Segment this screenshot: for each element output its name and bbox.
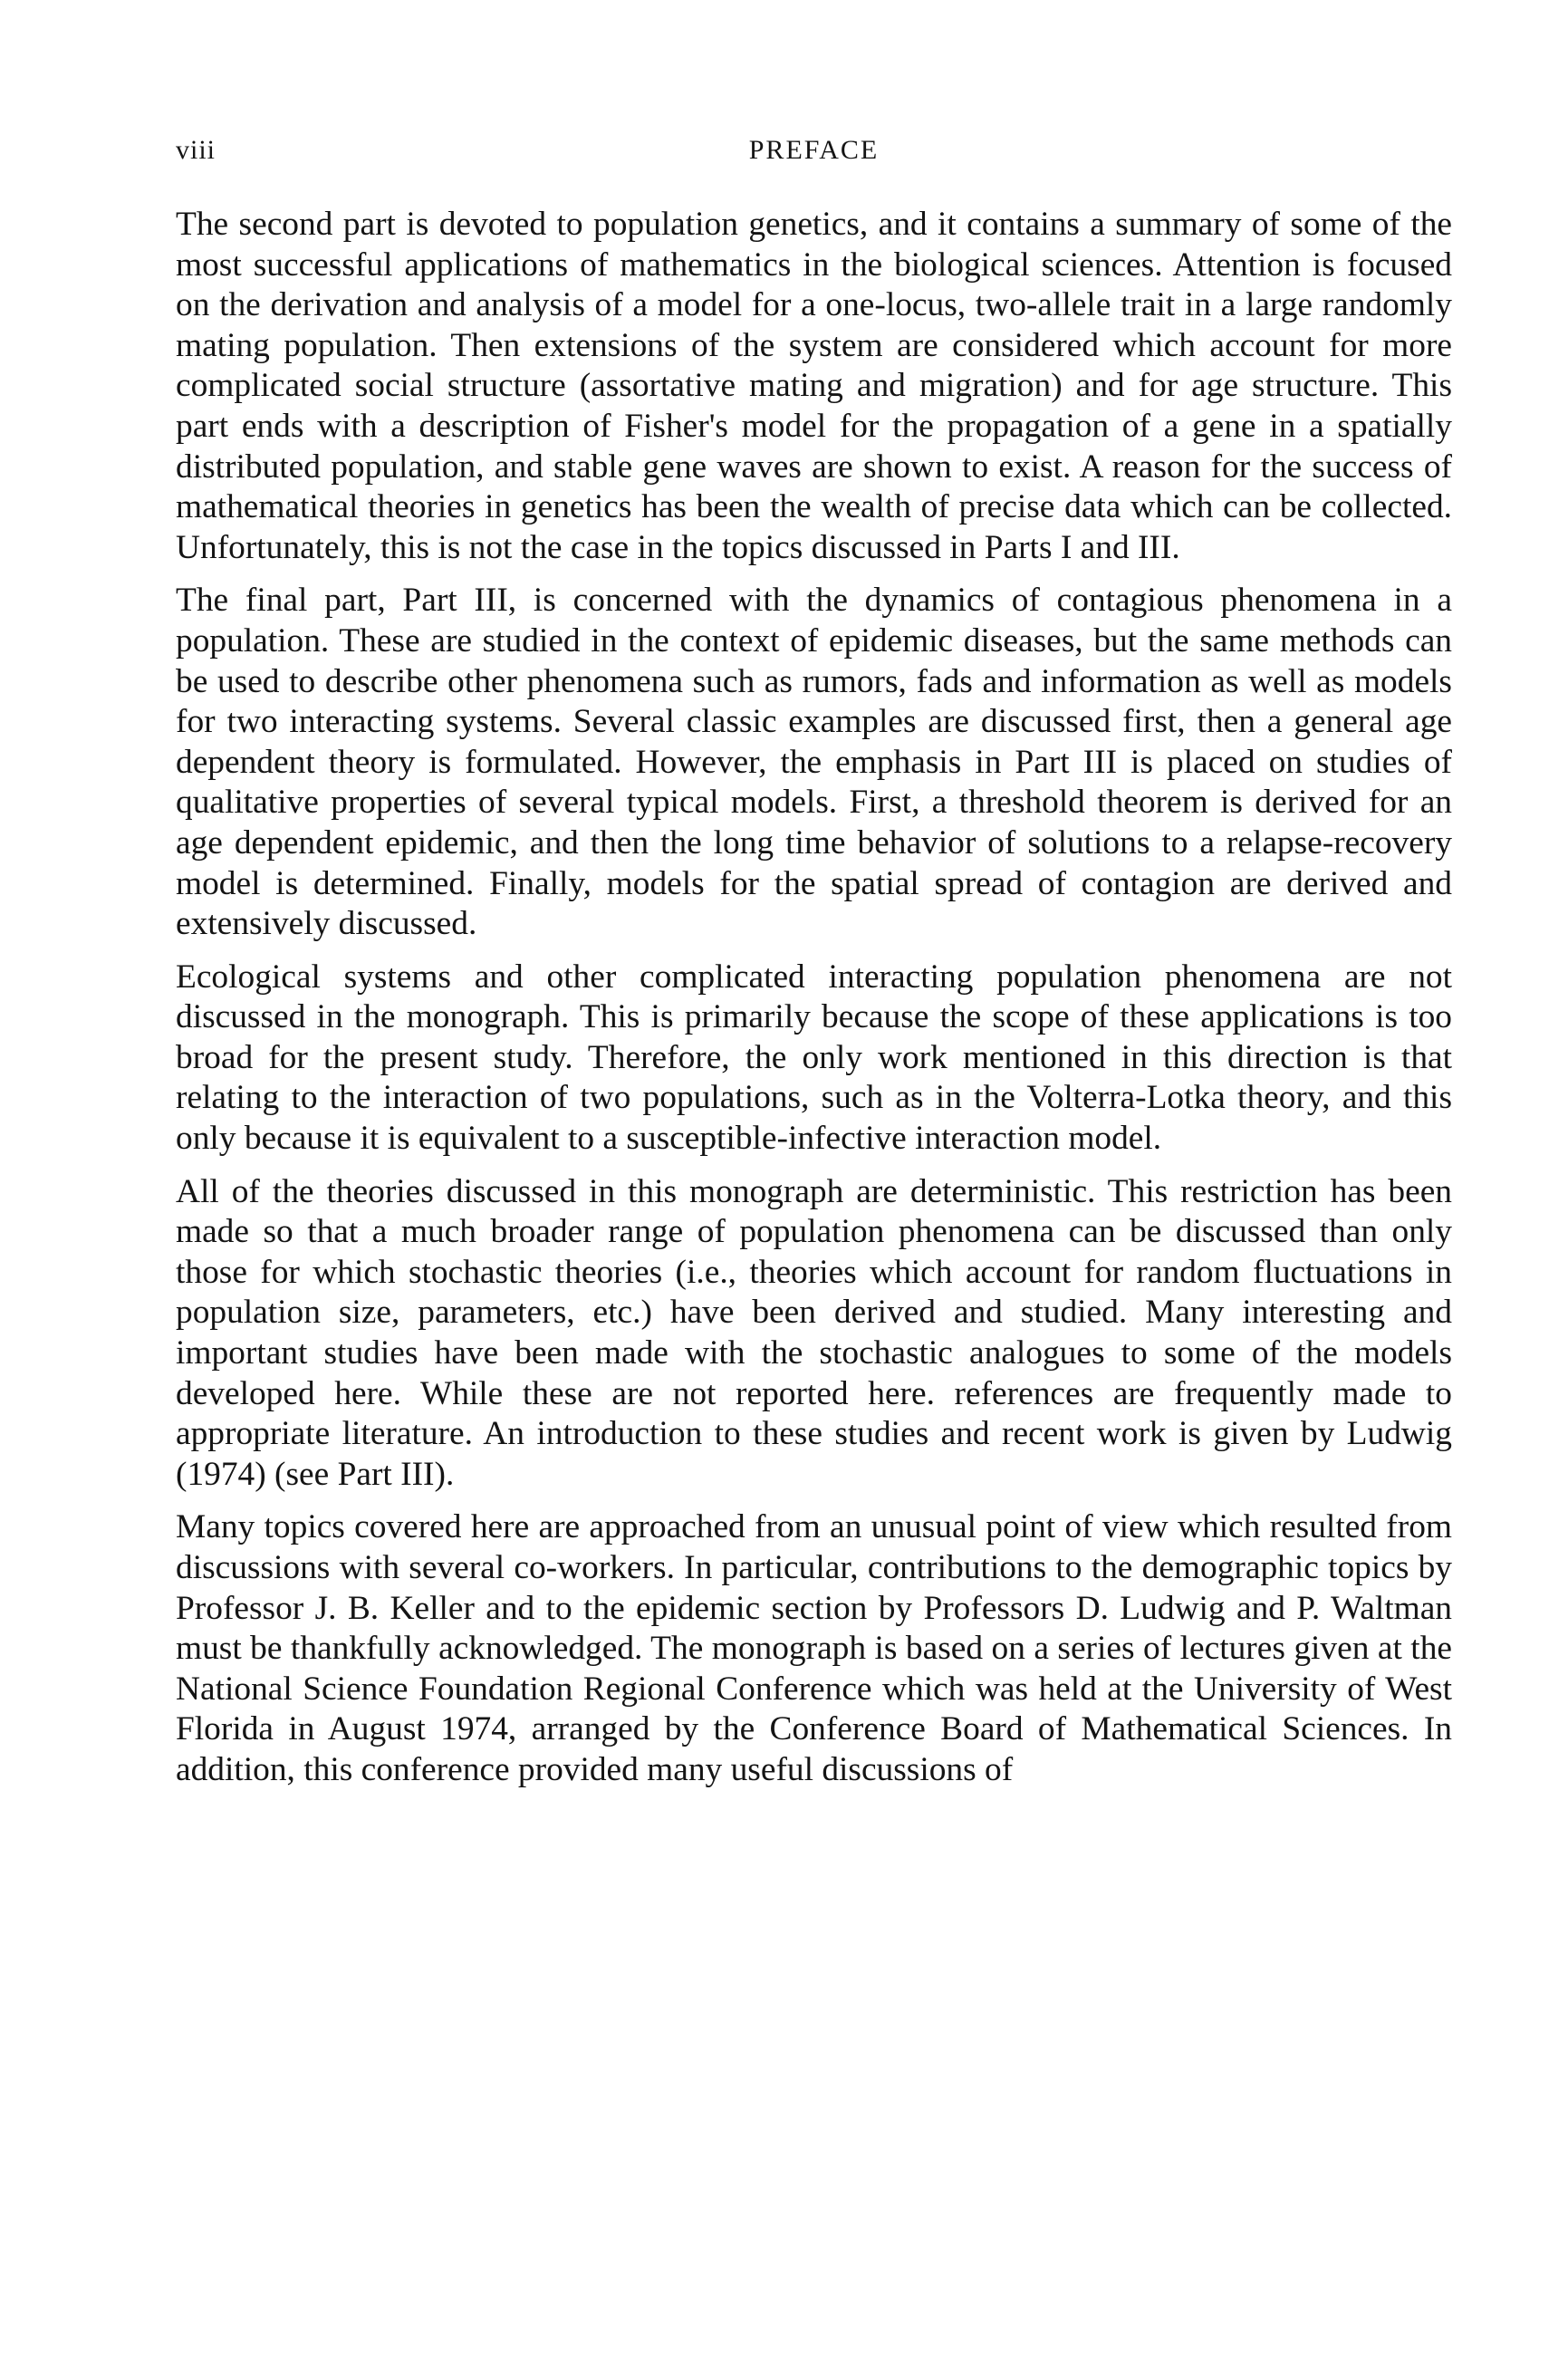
page-number: viii [176, 135, 216, 165]
paragraph-contagious-phenomena: The final part, Part III, is concerned with the dynamics of contagious phenomena in a population. These are studied in the context of epidemic diseases, but the same methods can be used to describe other phenomena such as rumors, fads and information as well as models for two interacting systems. Several classic examples are discussed first, then a general age dependent theory is formulated. However, the emphasis in Part III is placed on studies of qualitative properties of several typical models. First, a threshold theorem is derived for an age dependent epidemic, and then the long time behavior of solutions to a relapse-recovery model is determined. Finally, models for the spatial spread of contagion are derived and extensively discussed. [176, 582, 1452, 943]
running-title: PREFACE [748, 135, 880, 165]
paragraph-population-genetics: The second part is devoted to population genetics, and it contains a summary of some of the most successful applications of mathematics in the biological sciences. Attention is focused on the derivation and analysis of a model for a one-locus, two-allele trait in a large randomly mating population. Then extensions of the system are considered which account for more complicated social structure (assortative mating and migration) and for age structure. This part ends with a description of Fisher's model for the propagation of a gene in a spatially distributed population, and stable gene waves are shown to exist. A reason for the success of mathematical theories in genetics has been the wealth of precise data which can be collected. Unfortunately, this is not the case in the topics discussed in Parts I and III. [176, 206, 1452, 566]
paragraph-deterministic-theories: All of the theories discussed in this monograph are deterministic. This restriction has been made so that a much broader range of population phenomena can be discussed than only those for which stochastic theories (i.e., theories which account for random fluctuations in population size, parameters, etc.) have been derived and studied. Many interesting and important studies have been made with the stochastic analogues to some of the models developed here. While these are not reported here. references are frequently made to appropriate literature. An introduction to these studies and recent work is given by Ludwig (1974) (see Part III). [176, 1172, 1452, 1493]
paragraph-ecological-systems: Ecological systems and other complicated interacting population phenomena are not discussed in the monograph. This is primarily because the scope of these applications is too broad for the present study. Therefore, the only work mentioned in this direction is that relating to the interaction of two populations, such as in the Volterra-Lotka theory, and this only because it is equivalent to a susceptible-infective interaction model. [176, 958, 1452, 1158]
body-text [176, 205, 1452, 1791]
running-head [176, 130, 1452, 170]
paragraph-acknowledgements: Many topics covered here are approached from an unusual point of view which resulted from discussions with several co-workers. In particular, contributions to the demographic topics by Professor J. B. Keller and to the epidemic section by Professors D. Ludwig and P. Waltman must be thankfully acknowledged. The monograph is based on a series of lectures given at the National Science Foundation Regional Conference which was held at the University of West Florida in August 1974, arranged by the Conference Board of Mathematical Sciences. In addition, this conference provided many useful discussions of [176, 1508, 1452, 1788]
